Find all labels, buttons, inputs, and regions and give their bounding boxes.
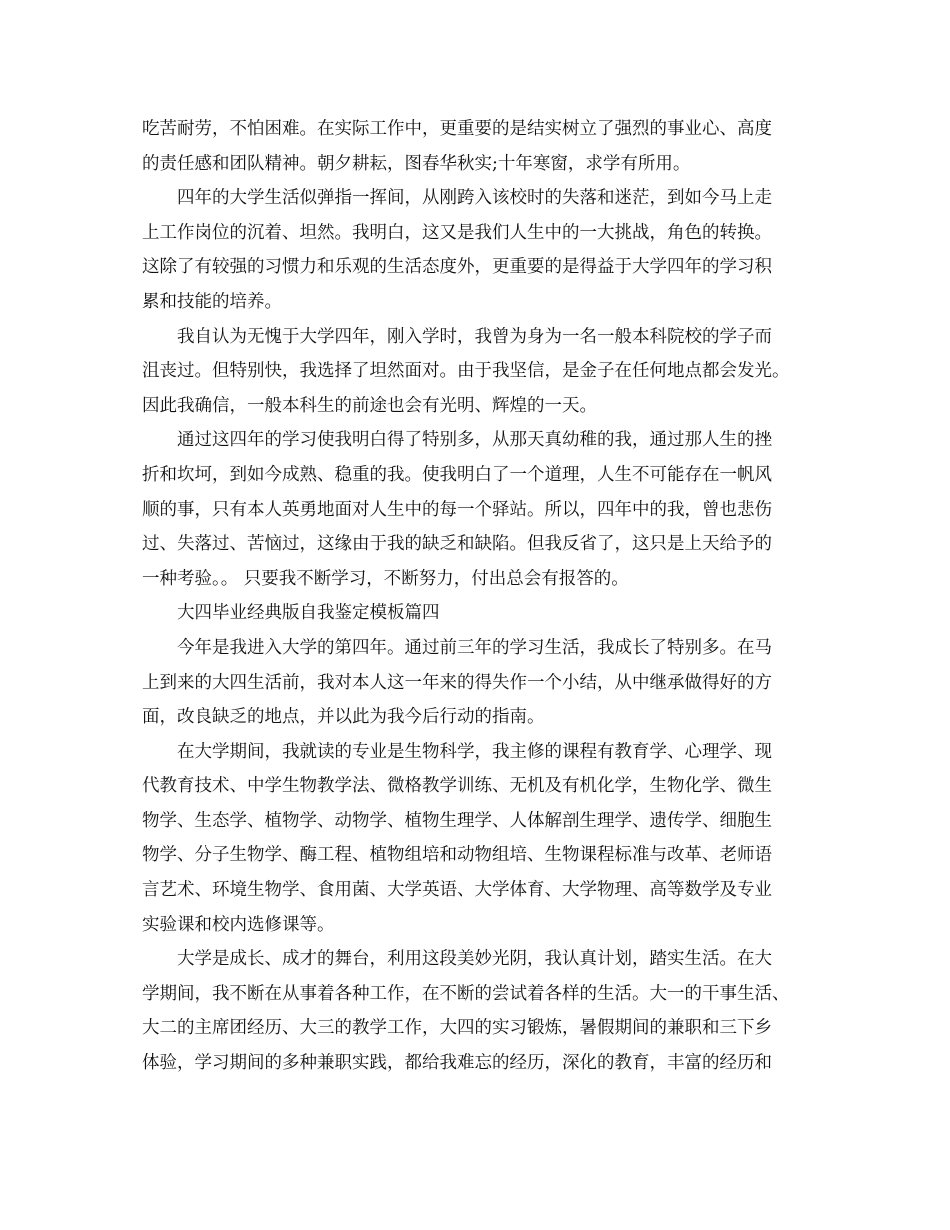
text-line: 沮丧过。但特别快，我选择了坦然面对。由于我坚信，是金子在任何地点都会发光。 — [142, 361, 790, 382]
document-body — [142, 112, 822, 1081]
text-line: 言艺术、环境生物学、食用菌、大学英语、大学体育、大学物理、高等数学及专业 — [142, 880, 772, 901]
text-line: 通过这四年的学习使我明白得了特别多，从那天真幼稚的我，通过那人生的挫 — [177, 430, 772, 451]
text-line: 上工作岗位的沉着、坦然。我明白，这又是我们人生中的一大挑战，角色的转换。 — [142, 222, 772, 243]
text-line: 折和坎坷，到如今成熟、稳重的我。使我明白了一个道理，人生不可能存在一帆风 — [142, 464, 772, 485]
text-line: 代教育技术、中学生物教学法、微格教学训练、无机及有机化学，生物化学、微生 — [142, 776, 772, 797]
text-line: 物学、分子生物学、酶工程、植物组培和动物组培、生物课程标准与改革、老师语 — [142, 845, 772, 866]
text-line: 面，改良缺乏的地点，并以此为我今后行动的指南。 — [142, 707, 545, 728]
text-line: 因此我确信，一般本科生的前途也会有光明、辉煌的一天。 — [142, 395, 597, 416]
text-line: 大四毕业经典版自我鉴定模板篇四 — [177, 603, 440, 624]
text-line: 顺的事，只有本人英勇地面对人生中的每一个驿站。所以，四年中的我，曾也悲伤 — [142, 499, 772, 520]
text-line: 体验，学习期间的多种兼职实践，都给我难忘的经历，深化的教育，丰富的经历和 — [142, 1053, 772, 1074]
text-line: 的责任感和团队精神。朝夕耕耘，图春华秋实;十年寒窗，求学有所用。 — [142, 153, 691, 174]
text-line: 大学是成长、成才的舞台，利用这段美妙光阴，我认真计划，踏实生活。在大 — [177, 949, 772, 970]
text-line: 上到来的大四生活前，我对本人这一年来的得失作一个小结，从中继承做得好的方 — [142, 672, 772, 693]
text-line: 今年是我进入大学的第四年。通过前三年的学习生活，我成长了特别多。在马 — [177, 637, 772, 658]
text-line: 大二的主席团经历、大三的教学工作，大四的实习锻炼，暑假期间的兼职和三下乡 — [142, 1018, 772, 1039]
text-line: 四年的大学生活似弹指一挥间，从刚跨入该校时的失落和迷茫，到如今马上走 — [177, 188, 772, 209]
text-line: 这除了有较强的习惯力和乐观的生活态度外，更重要的是得益于大学四年的学习积 — [142, 257, 772, 278]
text-line: 在大学期间，我就读的专业是生物科学，我主修的课程有教育学、心理学、现 — [177, 741, 772, 762]
text-line: 实验课和校内选修课等。 — [142, 914, 335, 935]
text-line: 物学、生态学、植物学、动物学、植物生理学、人体解剖生理学、遗传学、细胞生 — [142, 810, 772, 831]
text-line: 累和技能的培养。 — [142, 291, 282, 312]
text-line: 我自认为无愧于大学四年，刚入学时，我曾为身为一名一般本科院校的学子而 — [177, 326, 772, 347]
text-line: 吃苦耐劳，不怕困难。在实际工作中，更重要的是结实树立了强烈的事业心、高度 — [142, 119, 772, 139]
text-line: 学期间，我不断在从事着各种工作，在不断的尝试着各样的生活。大一的干事生活、 — [142, 983, 790, 1004]
text-line: 一种考验。。 只要我不断学习，不断努力，付出总会有报答的。 — [142, 568, 629, 589]
text-line: 过、失落过、苦恼过，这缘由于我的缺乏和缺陷。但我反省了，这只是上天给予的 — [142, 534, 772, 555]
